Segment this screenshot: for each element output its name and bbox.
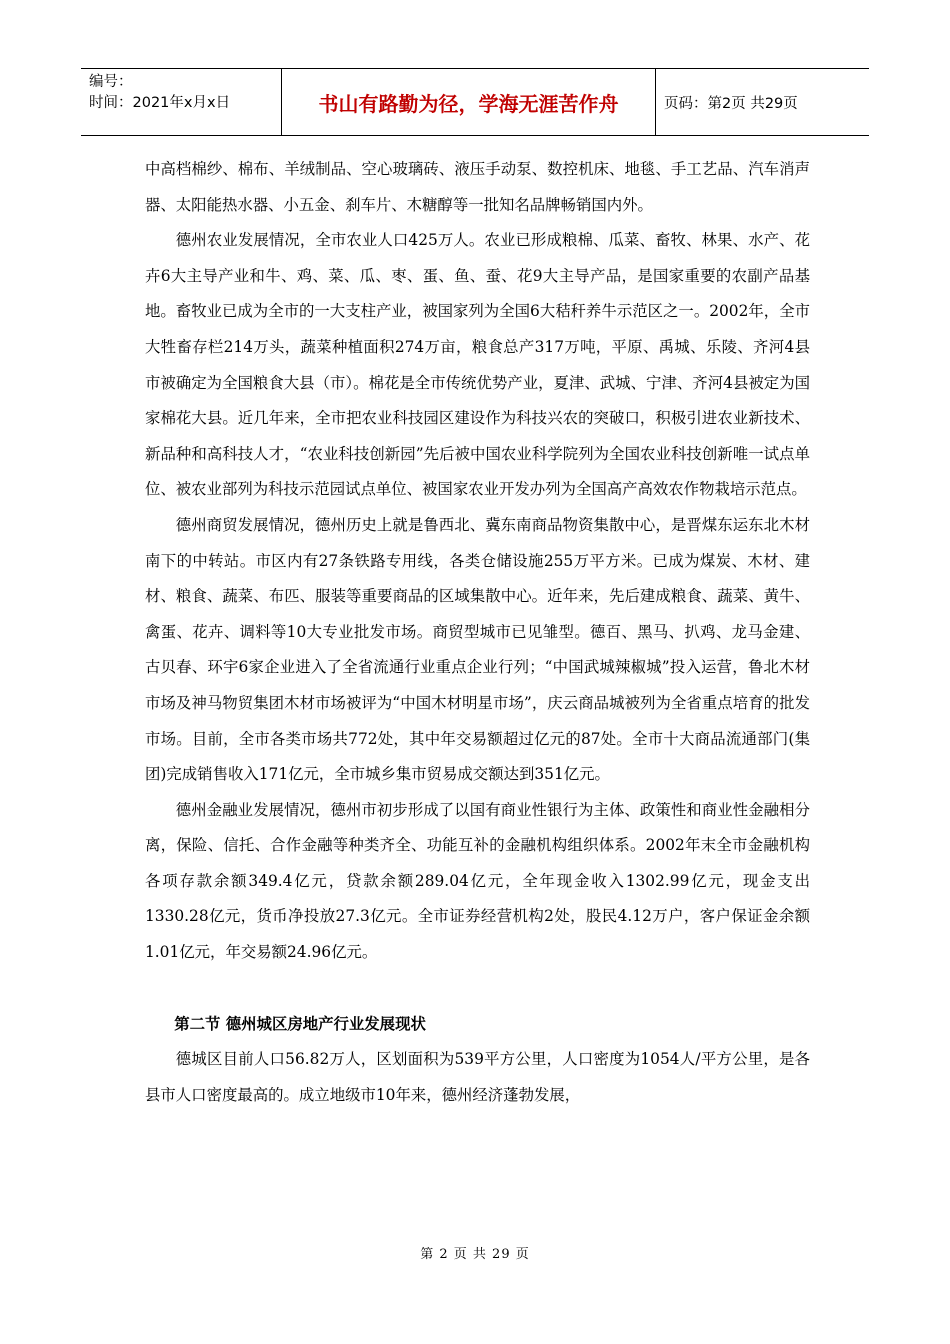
header-motto-cell xyxy=(282,69,656,135)
serial-label: 编号： xyxy=(89,74,133,90)
header-info-cell xyxy=(81,69,282,135)
paragraph-real-estate: 德城区目前人口56.82万人，区划面积为539平方公里，人口密度为1054人/平方公里，是各县市人口密度最高的。成立地级市10年来，德州经济蓬勃发展， xyxy=(145,1050,810,1104)
paragraph-continued: 中高档棉纱、棉布、羊绒制品、空心玻璃砖、液压手动泵、数控机床、地毯、手工艺品、汽车消声器、太阳能热水器、小五金、刹车片、木糖醇等一批知名品牌畅销国内外。 xyxy=(145,160,810,214)
page-footer: 第 2 页 共 29 页 xyxy=(420,1247,530,1262)
page-header xyxy=(81,68,869,136)
paragraph-commerce: 德州商贸发展情况，德州历史上就是鲁西北、冀东南商品物资集散中心，是晋煤东运东北木材南下的中转站。市区内有27条铁路专用线，各类仓储设施255万平方米。已成为煤炭、木材、建材、粮食、蔬菜、布匹、服装等重要商品的区域集散中心。近年来，先后建成粮食、蔬菜、黄牛、禽蛋、花卉、调料等10大专业批发市场。商贸型城市已见雏型。德百、黑马、扒鸡、龙马金建、古贝春、环宇6家企业进入了全省流通行业重点企业行列；“中国武城辣椒城”投入运营，鲁北木材市场及神马物贸集团木材市场被评为“中国木材明星市场”，庆云商品城被列为全省重点培育的批发市场。目前，全市各类市场共772处，其中年交易额超过亿元的87处。全市十大商品流通部门(集团)完成销售收入171亿元，全市城乡集市贸易成交额达到351亿元。 xyxy=(145,515,810,784)
section-heading: 第二节 德州城区房地产行业发展现状 xyxy=(174,1014,426,1033)
paragraph-finance: 德州金融业发展情况，德州市初步形成了以国有商业性银行为主体、政策性和商业性金融相分离，保险、信托、合作金融等种类齐全、功能互补的金融机构组织体系。2002年末全市金融机构各项存款余额349.4亿元，贷款余额289.04亿元，全年现金收入1302.99亿元，现金支出1330.28亿元，货币净投放27.3亿元。全市证券经营机构2处，股民4.12万户，客户保证金余额1.01亿元，年交易额24.96亿元。 xyxy=(145,800,810,962)
header-page-label: 页码：第2页 共29页 xyxy=(664,95,798,112)
header-motto: 书山有路勤为径，学海无涯苦作舟 xyxy=(318,91,619,116)
header-page-cell xyxy=(656,69,869,135)
document-body xyxy=(145,152,810,1113)
paragraph-agriculture: 德州农业发展情况，全市农业人口425万人。农业已形成粮棉、瓜菜、畜牧、林果、水产、花卉6大主导产业和牛、鸡、菜、瓜、枣、蛋、鱼、蚕、花9大主导产品，是国家重要的农副产品基地。畜牧业已成为全市的一大支柱产业，被国家列为全国6大秸秆养牛示范区之一。2002年，全市大牲畜存栏214万头，蔬菜种植面积274万亩，粮食总产317万吨，平原、禹城、乐陵、齐河4县市被确定为全国粮食大县（市）。棉花是全市传统优势产业，夏津、武城、宁津、齐河4县被定为国家棉花大县。近几年来，全市把农业科技园区建设作为科技兴农的突破口，积极引进农业新技术、新品种和高科技人才，“农业科技创新园”先后被中国农业科学院列为全国农业科技创新唯一试点单位、被农业部列为科技示范园试点单位、被国家农业开发办列为全国高产高效农作物栽培示范点。 xyxy=(145,231,810,499)
time-label: 时间：2021年x月x日 xyxy=(89,95,231,111)
section-spacer xyxy=(145,971,810,1007)
